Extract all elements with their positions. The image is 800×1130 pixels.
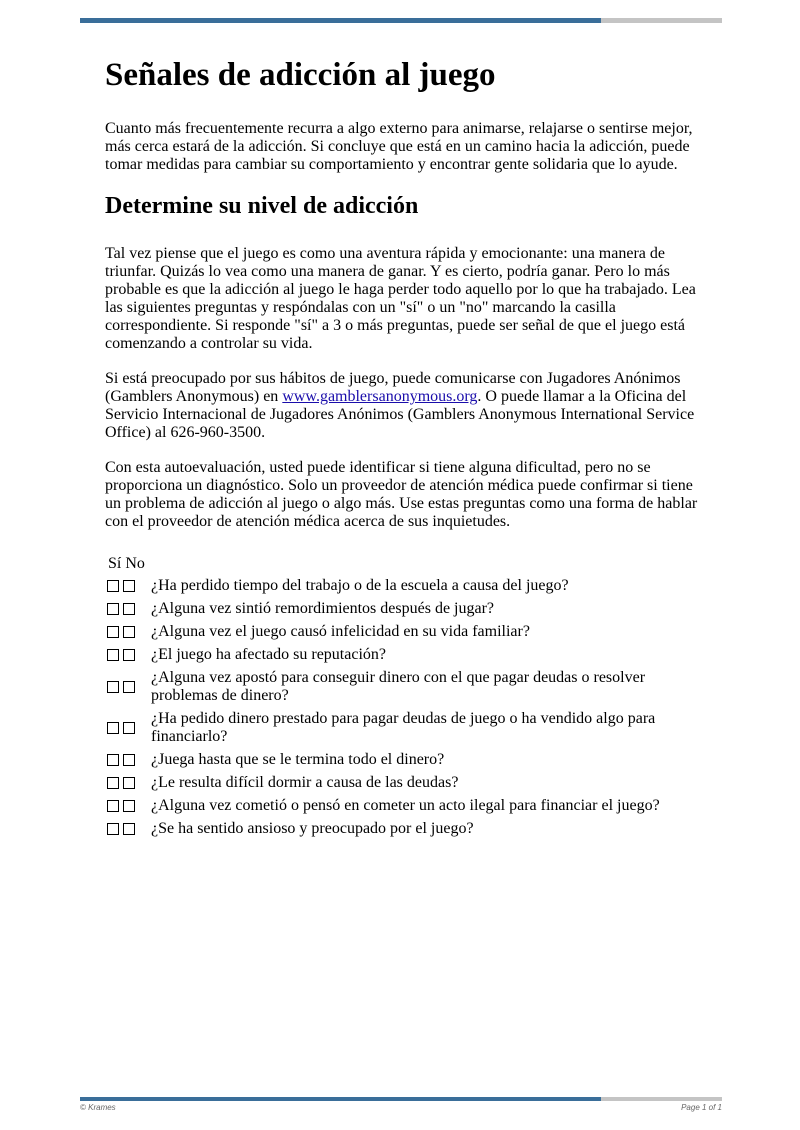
yes-checkbox[interactable] bbox=[107, 722, 119, 734]
no-checkbox[interactable] bbox=[123, 823, 135, 835]
top-divider-accent bbox=[80, 18, 601, 23]
footer-page-number: Page 1 of 1 bbox=[681, 1103, 722, 1112]
no-checkbox[interactable] bbox=[123, 681, 135, 693]
question-text: ¿Ha perdido tiempo del trabajo o de la escuela a causa del juego? bbox=[151, 577, 569, 594]
page-title: Señales de adicción al juego bbox=[105, 57, 496, 93]
question-row bbox=[105, 600, 705, 618]
yes-checkbox[interactable] bbox=[107, 777, 119, 789]
answer-checkboxes bbox=[107, 580, 151, 592]
question-row bbox=[105, 623, 705, 641]
question-text: ¿Alguna vez el juego causó infelicidad en su vida familiar? bbox=[151, 623, 530, 640]
paragraph-3: Con esta autoevaluación, usted puede identificar si tiene alguna dificultad, pero no se proporciona un diagnóstico. Solo un proveedor de atención médica puede confirmar si tiene un problema de adicción al juego o algo más. Use estas preguntas como una forma de hablar con el proveedor de atención médica acerca de sus inquietudes. bbox=[105, 459, 698, 530]
yes-checkbox[interactable] bbox=[107, 649, 119, 661]
question-row bbox=[105, 646, 705, 664]
question-row bbox=[105, 669, 705, 705]
answer-checkboxes bbox=[107, 626, 151, 638]
no-checkbox[interactable] bbox=[123, 800, 135, 812]
answer-checkboxes bbox=[107, 777, 151, 789]
question-row bbox=[105, 820, 705, 838]
bottom-divider-accent bbox=[80, 1097, 601, 1101]
question-text: ¿Le resulta difícil dormir a causa de las deudas? bbox=[151, 774, 459, 791]
yes-checkbox[interactable] bbox=[107, 626, 119, 638]
answer-checkboxes bbox=[107, 681, 151, 693]
questionnaire bbox=[105, 555, 705, 838]
paragraph-2-after: . O puede llamar a la Oficina del Servicio Internacional de Jugadores Anónimos (Gamblers Anonymous International Service Office) al 626-960-3500. bbox=[105, 388, 695, 441]
question-row bbox=[105, 577, 705, 595]
yes-checkbox[interactable] bbox=[107, 754, 119, 766]
top-divider-bar bbox=[80, 18, 722, 23]
question-row bbox=[105, 774, 705, 792]
question-list bbox=[105, 577, 705, 838]
no-checkbox[interactable] bbox=[123, 603, 135, 615]
question-row bbox=[105, 751, 705, 769]
no-checkbox[interactable] bbox=[123, 777, 135, 789]
paragraph-2 bbox=[105, 370, 705, 442]
bottom-divider-bar bbox=[80, 1097, 722, 1101]
yes-checkbox[interactable] bbox=[107, 823, 119, 835]
no-checkbox[interactable] bbox=[123, 754, 135, 766]
question-text: ¿Alguna vez apostó para conseguir dinero con el que pagar deudas o resolver problemas de dinero? bbox=[151, 669, 646, 704]
paragraph-1: Tal vez piense que el juego es como una aventura rápida y emocionante: una manera de triunfar. Quizás lo vea como una manera de ganar. Y es cierto, podría ganar. Pero lo más probable es que la adicción al juego le haga perder todo aquello por lo que ha trabajado. Lea las siguientes preguntas y respóndalas con un "sí" o un "no" marcando la casilla correspondiente. Si responde "sí" a 3 o más preguntas, puede ser señal de que el juego está comenzando a controlar su vida. bbox=[105, 245, 696, 352]
question-text: ¿Juega hasta que se le termina todo el dinero? bbox=[151, 751, 445, 768]
document-body bbox=[105, 55, 705, 843]
answer-checkboxes bbox=[107, 754, 151, 766]
no-checkbox[interactable] bbox=[123, 580, 135, 592]
question-text: ¿Alguna vez cometió o pensó en cometer un acto ilegal para financiar el juego? bbox=[151, 797, 660, 814]
yes-checkbox[interactable] bbox=[107, 580, 119, 592]
questionnaire-header: Sí No bbox=[108, 555, 145, 572]
question-text: ¿El juego ha afectado su reputación? bbox=[151, 646, 386, 663]
no-checkbox[interactable] bbox=[123, 649, 135, 661]
intro-paragraph: Cuanto más frecuentemente recurra a algo externo para animarse, relajarse o sentirse mejor, más cerca estará de la adicción. Si concluye que está en un camino hacia la adicción, puede tomar medidas para cambiar su comportamiento y encontrar gente solidaria que lo ayude. bbox=[105, 120, 693, 173]
answer-checkboxes bbox=[107, 603, 151, 615]
question-text: ¿Se ha sentido ansioso y preocupado por el juego? bbox=[151, 820, 474, 837]
no-checkbox[interactable] bbox=[123, 722, 135, 734]
yes-checkbox[interactable] bbox=[107, 800, 119, 812]
question-text: ¿Ha pedido dinero prestado para pagar deudas de juego o ha vendido algo para financiarlo? bbox=[151, 710, 656, 745]
gamblers-anonymous-link[interactable]: www.gamblersanonymous.org bbox=[282, 388, 478, 405]
section-heading: Determine su nivel de adicción bbox=[105, 193, 419, 219]
footer-copyright: © Krames bbox=[80, 1103, 116, 1112]
question-text: ¿Alguna vez sintió remordimientos después de jugar? bbox=[151, 600, 495, 617]
paragraph-2-before: Si está preocupado por sus hábitos de juego, puede comunicarse con Jugadores Anónimos (Gamblers Anonymous) en bbox=[105, 370, 681, 405]
answer-checkboxes bbox=[107, 722, 151, 734]
yes-checkbox[interactable] bbox=[107, 681, 119, 693]
no-checkbox[interactable] bbox=[123, 626, 135, 638]
yes-checkbox[interactable] bbox=[107, 603, 119, 615]
question-row bbox=[105, 710, 705, 746]
answer-checkboxes bbox=[107, 800, 151, 812]
answer-checkboxes bbox=[107, 823, 151, 835]
answer-checkboxes bbox=[107, 649, 151, 661]
question-row bbox=[105, 797, 705, 815]
